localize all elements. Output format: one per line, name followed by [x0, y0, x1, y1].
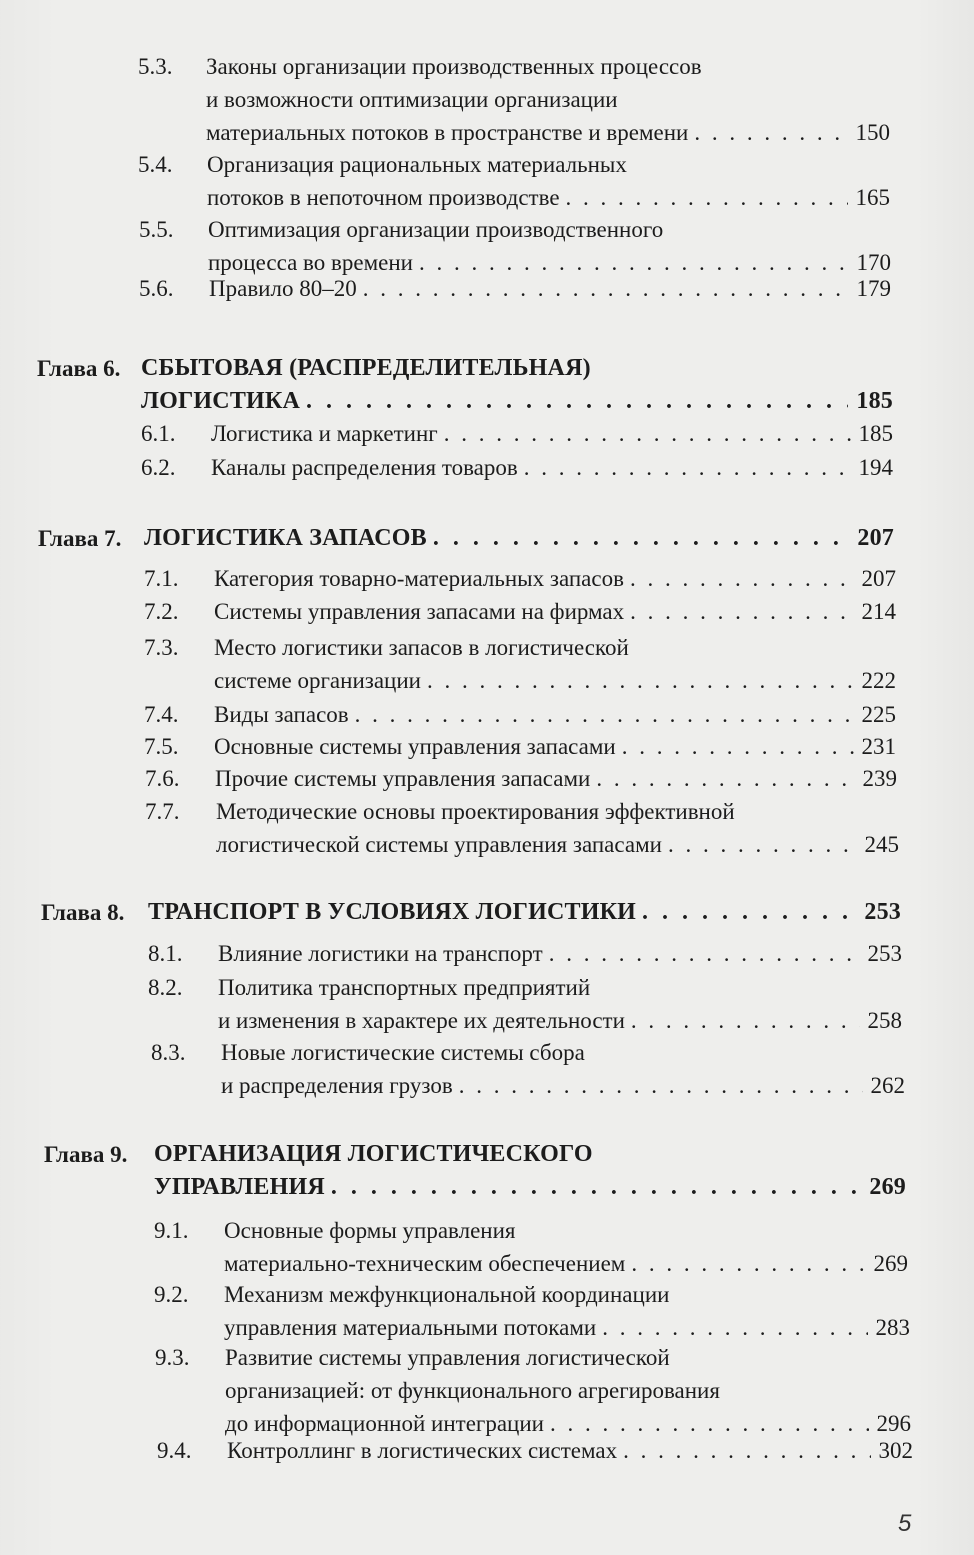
toc-chapter-6 [37, 352, 893, 418]
section-title-line: Организация рациональных материальных [207, 152, 627, 177]
chapter-number: Глава 9. [44, 1142, 128, 1167]
section-title-line: Основные системы управления запасами [214, 734, 616, 759]
chapter-title-line: УПРАВЛЕНИЯ [154, 1174, 325, 1200]
page-number: 5 [898, 1510, 912, 1537]
toc-entry-9-4 [157, 1434, 913, 1467]
chapter-title-line: ОРГАНИЗАЦИЯ ЛОГИСТИЧЕСКОГО [154, 1141, 593, 1167]
leader-dots [694, 116, 847, 149]
section-title-line: Контроллинг в логистических системах [227, 1438, 618, 1463]
toc-entry-8-2 [148, 971, 902, 1037]
page-ref: 165 [855, 185, 890, 210]
toc-entry-7-6 [145, 762, 897, 795]
section-title-line: Системы управления запасами на фирмах [214, 599, 625, 624]
section-title-line: Правило 80–20 [209, 276, 357, 301]
section-number: 8.2. [148, 975, 183, 1000]
section-number: 5.6. [139, 276, 174, 301]
section-title-line: потоков в непоточном производстве [207, 185, 560, 210]
leader-dots [549, 937, 860, 970]
toc-entry-5-4 [138, 148, 890, 214]
page-ref: 225 [861, 702, 896, 727]
section-title-line: материальных потоков в пространстве и времени [206, 120, 689, 145]
section-title-line: Место логистики запасов в логистической [214, 635, 629, 660]
section-title-line: управления материальными потоками [224, 1315, 597, 1340]
chapter-title-line: ЛОГИСТИКА [141, 388, 301, 414]
page-ref: 253 [864, 899, 901, 925]
leader-dots [566, 181, 848, 214]
section-number: 5.3. [138, 54, 173, 79]
leader-dots [459, 1069, 863, 1102]
toc-entry-7-3 [144, 631, 896, 697]
toc-entry-5-3 [138, 50, 890, 149]
section-title-line: Новые логистические системы сбора [221, 1040, 585, 1065]
section-number: 7.1. [144, 566, 179, 591]
section-title-line: Основные формы управления [224, 1218, 516, 1243]
section-title-line: Категория товарно-материальных запасов [214, 566, 624, 591]
section-number: 7.4. [144, 702, 179, 727]
page-ref: 207 [861, 566, 896, 591]
leader-dots [622, 730, 854, 763]
section-title-line: Каналы распределения товаров [211, 455, 518, 480]
section-number: 7.7. [145, 799, 180, 824]
page-ref: 258 [867, 1008, 902, 1033]
toc-entry-8-1 [148, 937, 902, 970]
section-title-line: Влияние логистики на транспорт [218, 941, 543, 966]
section-number: 7.3. [144, 635, 179, 660]
section-number: 5.4. [138, 152, 173, 177]
section-number: 6.2. [141, 455, 176, 480]
leader-dots [631, 1247, 865, 1280]
leader-dots [630, 562, 854, 595]
leader-dots [524, 451, 851, 484]
page-ref: 253 [867, 941, 902, 966]
page-ref: 296 [876, 1411, 911, 1436]
section-title-line: логистической системы управления запасами [216, 832, 662, 857]
toc-entry-5-6 [139, 272, 891, 305]
section-title-line: и изменения в характере их деятельности [218, 1008, 625, 1033]
section-number: 9.3. [155, 1345, 190, 1370]
section-number: 7.5. [144, 734, 179, 759]
section-number: 8.1. [148, 941, 183, 966]
section-number: 9.4. [157, 1438, 192, 1463]
page-ref: 262 [870, 1073, 905, 1098]
page-ref: 207 [857, 525, 894, 551]
toc-entry-9-3 [155, 1341, 911, 1440]
leader-dots [306, 385, 848, 418]
page-ref: 185 [858, 421, 893, 446]
leader-dots [433, 522, 850, 555]
leader-dots [596, 762, 854, 795]
toc-chapter-9 [44, 1138, 906, 1204]
section-title-line: и возможности оптимизации организации [206, 87, 618, 112]
chapter-title-line: ЛОГИСТИКА ЗАПАСОВ [144, 525, 427, 551]
section-title-line: Виды запасов [214, 702, 349, 727]
leader-dots [363, 272, 849, 305]
section-title-line: Законы организации производственных процессов [206, 54, 702, 79]
toc-entry-6-2 [141, 451, 893, 484]
page-ref: 245 [864, 832, 899, 857]
page-ref: 302 [878, 1438, 913, 1463]
toc-entry-9-1 [154, 1214, 908, 1280]
section-title-line: Методические основы проектирования эффективной [216, 799, 735, 824]
toc-entry-9-2 [154, 1278, 910, 1344]
section-title-line: Оптимизация организации производственного [208, 217, 664, 242]
page-ref: 194 [858, 455, 893, 480]
leader-dots [642, 896, 856, 929]
page-ref: 170 [856, 250, 891, 275]
page-ref: 283 [875, 1315, 910, 1340]
section-number: 9.2. [154, 1282, 189, 1307]
section-title-line: Логистика и маркетинг [211, 421, 438, 446]
leader-dots [331, 1171, 862, 1204]
page-ref: 150 [855, 120, 890, 145]
toc-entry-8-3 [151, 1036, 905, 1102]
section-title-line: Развитие системы управления логистической [225, 1345, 670, 1370]
page-ref: 222 [861, 668, 896, 693]
chapter-title-line: СБЫТОВАЯ (РАСПРЕДЕЛИТЕЛЬНАЯ) [141, 355, 591, 381]
toc-entry-7-5 [144, 730, 896, 763]
toc-entry-6-1 [141, 417, 893, 450]
section-title-line: системе организации [214, 668, 421, 693]
section-title-line: Механизм межфункциональной координации [224, 1282, 670, 1307]
leader-dots [630, 595, 853, 628]
leader-dots [623, 1434, 870, 1467]
section-number: 9.1. [154, 1218, 189, 1243]
toc-entry-7-4 [144, 698, 896, 731]
toc-entry-5-5 [139, 213, 891, 279]
leader-dots [631, 1004, 860, 1037]
toc-entry-7-7 [145, 795, 899, 861]
section-title-line: и распределения грузов [221, 1073, 453, 1098]
leader-dots [355, 698, 854, 731]
toc-chapter-7 [38, 522, 894, 555]
section-number: 5.5. [139, 217, 174, 242]
page-ref: 179 [856, 276, 891, 301]
leader-dots [602, 1311, 867, 1344]
section-title-line: до информационной интеграции [225, 1411, 544, 1436]
page-ref: 185 [856, 388, 893, 414]
page-ref: 231 [861, 734, 896, 759]
section-number: 6.1. [141, 421, 176, 446]
section-title-line: Прочие системы управления запасами [215, 766, 591, 791]
page-ref: 214 [861, 599, 896, 624]
section-number: 7.6. [145, 766, 180, 791]
chapter-number: Глава 8. [41, 900, 125, 925]
toc-entry-7-1 [144, 562, 896, 595]
toc-chapter-8 [41, 896, 901, 929]
chapter-title-line: ТРАНСПОРТ В УСЛОВИЯХ ЛОГИСТИКИ [148, 899, 637, 925]
section-title-line: организацией: от функционального агрегирования [225, 1378, 720, 1403]
section-title-line: процесса во времени [208, 250, 413, 275]
chapter-number: Глава 6. [37, 356, 121, 381]
section-title-line: материально-техническим обеспечением [224, 1251, 626, 1276]
leader-dots [427, 664, 854, 697]
toc-entry-7-2 [144, 595, 896, 628]
chapter-number: Глава 7. [38, 526, 122, 551]
page-ref: 269 [869, 1174, 906, 1200]
leader-dots [444, 417, 851, 450]
section-number: 7.2. [144, 599, 179, 624]
leader-dots [668, 828, 857, 861]
page-ref: 269 [873, 1251, 908, 1276]
page-ref: 239 [862, 766, 897, 791]
section-title-line: Политика транспортных предприятий [218, 975, 591, 1000]
section-number: 8.3. [151, 1040, 186, 1065]
